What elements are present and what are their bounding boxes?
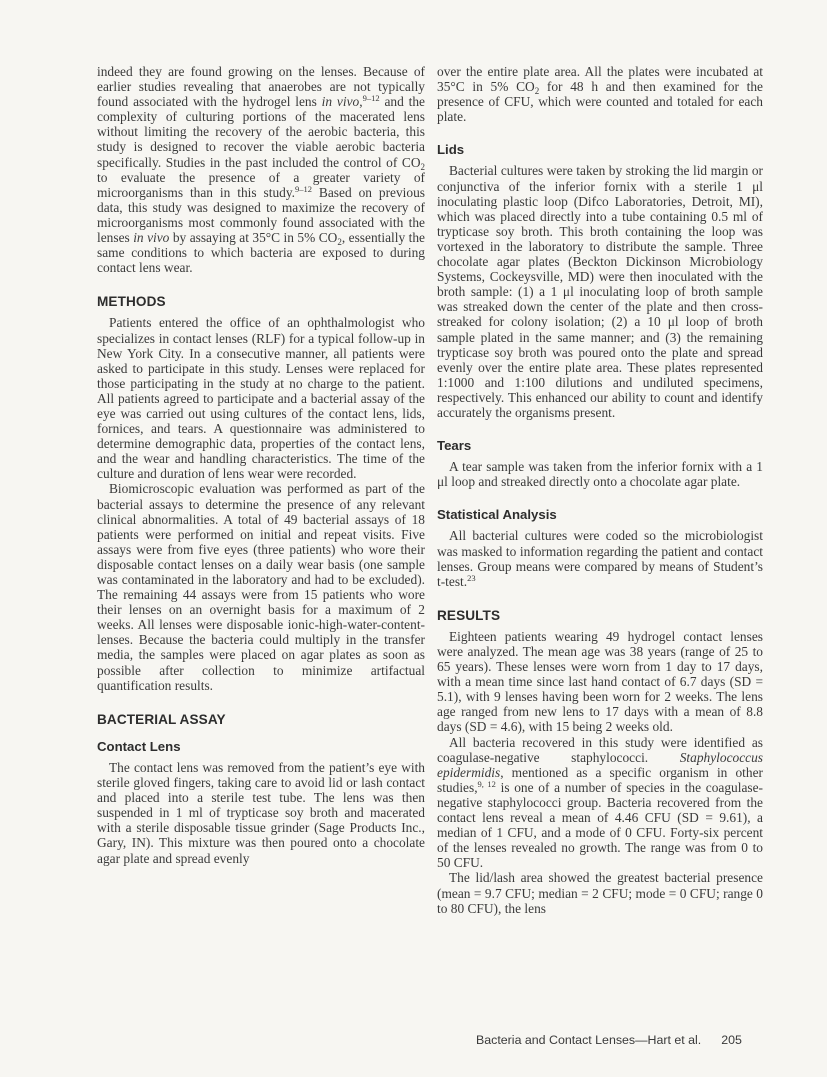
methods-paragraph-2: Biomicroscopic evaluation was performed as part of the bacterial assays to determine the presence of any relevant clinical abnormalities. A total of 49 bacterial assays of 18 patients were performed on initial and repeat visits. Five assays were from five eyes (three patients) who wore their disposable contact lenses on a daily wear basis (one sample was contaminated in the laboratory and had to be excluded). The remaining 44 assays were from 15 patients who wore their lenses on an overnight basis for a maximum of 2 weeks. All lenses were disposable ionic-high-water-content-lenses. Because the bacteria could multiply in the transfer media, the samples were placed on agar plates as soon as possible after collection to minimize artifactual quantification results. [97,481,425,693]
subsection-heading-contact-lens: Contact Lens [97,738,181,754]
section-heading-methods: METHODS [97,294,166,310]
contact-lens-continued-paragraph: over the entire plate area. All the plates were incubated at 35°C in 5% $CO_2$ for 48 h and then examined for the presence of CFU, which were counted and totaled for each plate. [437,64,763,125]
section-heading-bacterial-assay: BACTERIAL ASSAY [97,711,226,727]
left-column [97,64,425,866]
results-paragraph-3: The lid/lash area showed the greatest bacterial presence (mean = 9.7 CFU; median = 2 CFU; mode = 0 CFU; range 0 to 80 CFU), the lens [437,870,763,916]
lids-paragraph: Bacterial cultures were taken by stroking the lid margin or conjunctiva of the inferior fornix with a sterile 1 μl inoculating plastic loop (Difco Laboratories, Detroit, MI), which was placed directly into a tube containing 0.5 ml of trypticase soy broth. This broth containing the loop was vortexed in the laboratory to distribute the sample. Three chocolate agar plates (Beckton Dickinson Microbiology Systems, Cockeysville, MD) were then inoculated with the broth sample: (1) a 1 μl inoculating loop of broth sample was streaked down the center of the plate and then cross-streaked for colony isolation; (2) a 10 μl loop of broth sample plated in the same manner; and (3) the remaining trypticase soy broth was poured onto the plate and spread evenly over the entire plate area. These plates represented 1:1000 and 1:100 dilutions and undiluted specimens, respectively. This enhanced our ability to count and identify accurately the organisms present. [437,163,763,420]
section-heading-results: RESULTS [437,607,501,623]
subsection-heading-lids: Lids [437,142,465,158]
results-paragraph-2: All bacteria recovered in this study were identified as coagulase-negative staphylococci. Staphylococcus epidermidis, mentioned as a specific organism in other studies,$^{9, 12}$ is one of a number of species in the coagulase-negative staphylococci group. Bacteria recovered from the contact lens reveal a mean of 4.46 CFU (SD = 9.61), a median of 1 CFU, and a mode of 0 CFU. Forty-six percent of the lenses revealed no growth. The range was from 0 to 50 CFU. [437,734,764,871]
subsection-heading-tears: Tears [437,438,472,454]
subsection-heading-statistical-analysis: Statistical Analysis [437,507,557,523]
page-footer [476,1033,742,1047]
contact-lens-paragraph: The contact lens was removed from the patient’s eye with sterile gloved fingers, taking care to avoid lid or lash contact and placed into a sterile test tube. The lens was then suspended in 1 ml of trypticase soy broth and macerated with a sterile disposable tissue grinder (Sage Products Inc., Gary, IN). This mixture was then poured onto a chocolate agar plate and spread evenly [97,759,425,866]
citation-ref: 9, 12 [477,778,496,789]
methods-paragraph-1: Patients entered the office of an ophthalmologist who specializes in contact lenses (RLF) for a typical follow-up in New York City. In a consecutive manner, all patients were asked to participate in this study. Lenses were replaced for those participating in the study at no charge to the patient. All patients agreed to participate and a bacterial assay of the eye was carried out using cultures of the contact lens, lids, fornices, and tears. A questionnaire was administered to determine demographic data, properties of the contact lens, and the wear and handling characteristics. The time of the culture and duration of lens wear were recorded. [97,315,425,482]
running-title: Bacteria and Contact Lenses—Hart et al. [476,1033,702,1047]
statistical-analysis-paragraph: All bacterial cultures were coded so the microbiologist was masked to information regarding the patient and contact lenses. Group means were compared by means of Student’s t-test.$^{23}$ [437,528,763,589]
intro-paragraph: indeed they are found growing on the lenses. Because of earlier studies revealing that anaerobes are not typically found associated with the hydrogel lens in vivo,$^{9-12}$ and the complexity of culturing portions of the macerated lens without limiting the recovery of the aerobic bacteria, this study is designed to recover the viable aerobic bacteria specifically. Studies in the past included the control of $CO_2$ to evaluate the presence of a greater variety of microorganisms than in this study.$^{9-12}$ Based on previous data, this study was designed to maximize the recovery of microorganisms most commonly found associated with the lenses in vivo by assaying at 35°C in 5% $CO_2$, essentially the same conditions to which bacteria are exposed to during contact lens wear. [97,64,425,276]
citation-ref: 9–12 [295,183,313,194]
citation-ref: 9–12 [362,93,380,104]
right-column [437,64,763,916]
citation-ref: 23 [467,572,476,583]
tears-paragraph: A tear sample was taken from the inferior fornix with a 1 μl loop and streaked directly onto a chocolate agar plate. [437,459,763,490]
page-number: 205 [721,1033,742,1047]
results-paragraph-1: Eighteen patients wearing 49 hydrogel contact lenses were analyzed. The mean age was 38 years (range of 25 to 65 years). These lenses were worn from 1 day to 17 days, with a mean time since last hand contact of 6.7 days (SD = 5.1), with 9 lenses having been worn for 2 weeks. The lens age ranged from new lens to 17 days with a mean of 8.8 days (SD = 4.6), with 15 being 2 weeks old. [437,628,763,735]
